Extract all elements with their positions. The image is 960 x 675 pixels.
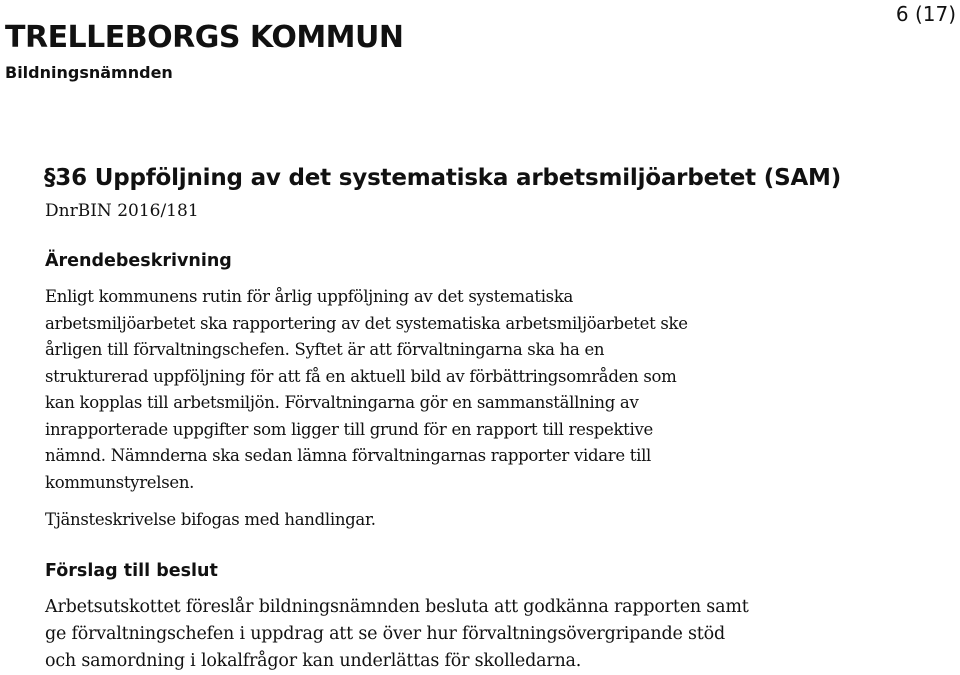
paragraph-line: Arbetsutskottet föreslår bildningsnämnden besluta att godkänna rapporten samt: [45, 597, 749, 617]
section-title: §36 Uppföljning av det systematiska arbetsmiljöarbetet (SAM): [44, 165, 842, 191]
paragraph-line: arbetsmiljöarbetet ska rapportering av det systematiska arbetsmiljöarbetet ske: [45, 313, 688, 333]
paragraph-line: inrapporterade uppgifter som ligger till grund för en rapport till respektive: [45, 419, 653, 439]
attachment-note-text: Tjänsteskrivelse bifogas med handlingar.: [45, 510, 376, 529]
description-paragraph: [45, 284, 875, 496]
case-reference: DnrBIN 2016/181: [45, 201, 199, 221]
department-name: Bildningsnämnden: [5, 63, 173, 82]
paragraph-line: årligen till förvaltningschefen. Syftet är att förvaltningarna ska ha en: [45, 340, 605, 359]
organization-name: TRELLEBORGS KOMMUN: [5, 20, 404, 55]
description-heading: Ärendebeskrivning: [45, 251, 232, 271]
paragraph-line: Enligt kommunens rutin för årlig uppföljning av det systematiska: [45, 287, 574, 306]
paragraph-line: kommunstyrelsen.: [45, 472, 195, 492]
page-number: 6 (17): [895, 2, 956, 26]
proposal-paragraph: [45, 594, 905, 675]
paragraph-line: och samordning i lokalfrågor kan underlättas för skolledarna.: [45, 651, 582, 671]
attachment-note: [45, 507, 875, 534]
paragraph-line: nämnd. Nämnderna ska sedan lämna förvaltningarnas rapporter vidare till: [45, 446, 652, 465]
paragraph-line: kan kopplas till arbetsmiljön. Förvaltningarna gör en sammanställning av: [45, 393, 639, 412]
paragraph-line: strukturerad uppföljning för att få en aktuell bild av förbättringsområden som: [45, 366, 677, 386]
paragraph-line: ge förvaltningschefen i uppdrag att se över hur förvaltningsövergripande stöd: [45, 624, 725, 644]
proposal-heading: Förslag till beslut: [45, 561, 218, 581]
